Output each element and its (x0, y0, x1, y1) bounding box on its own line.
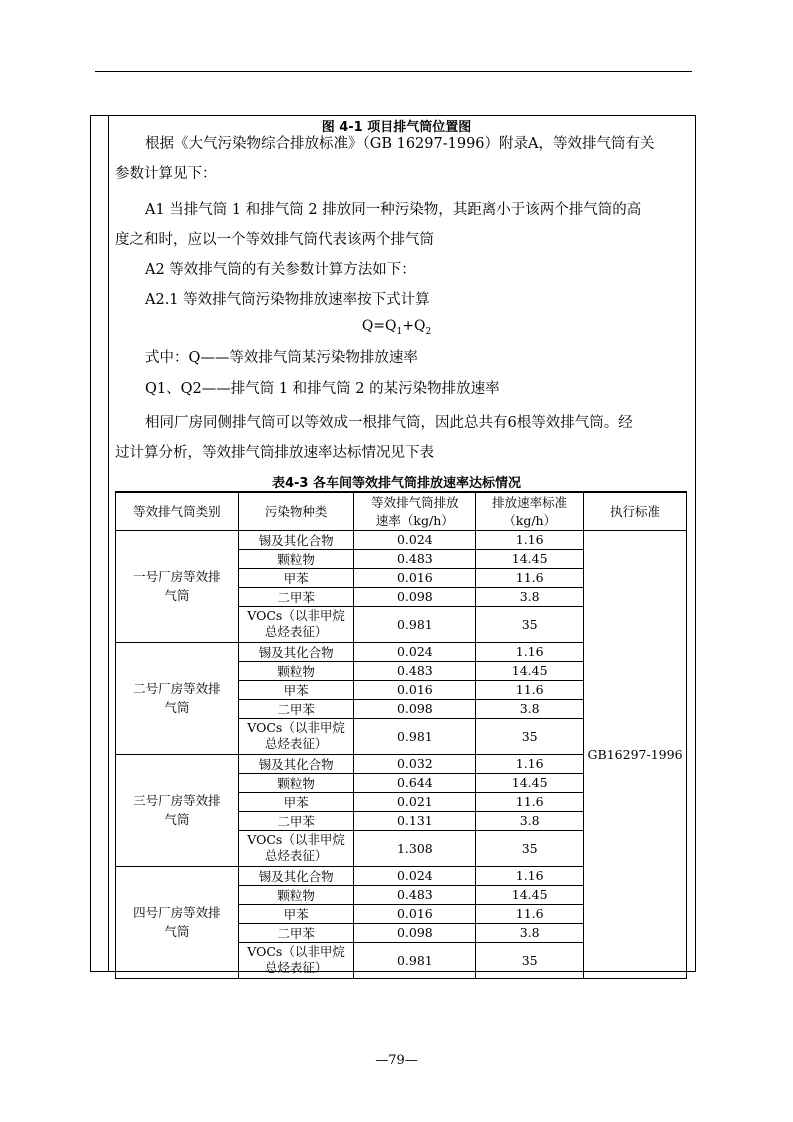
pollutant-line1: VOCs（以非甲烷 (247, 944, 345, 959)
pollutant-cell (238, 718, 354, 754)
limit-cell: 14.45 (476, 549, 584, 568)
rate-cell: 0.981 (354, 718, 476, 754)
header-rate (354, 492, 476, 530)
pollutant-line2: 总烃表征） (264, 736, 328, 751)
pollutant-cell: 甲苯 (238, 904, 354, 923)
pollutant-voc-text (239, 832, 354, 864)
paragraph-a2: A2 等效排气筒的有关参数计算方法如下： (145, 262, 416, 278)
rate-cell: 0.021 (354, 792, 476, 811)
header-rule (95, 71, 692, 72)
limit-cell: 3.8 (476, 811, 584, 830)
pollutant-cell (238, 606, 354, 642)
pollutant-line1: VOCs（以非甲烷 (247, 608, 345, 623)
paragraph-line: 度之和时，应以一个等效排气筒代表该两个排气筒 (115, 232, 434, 248)
formula (0, 318, 793, 337)
formula-plus: +Q (402, 318, 426, 334)
header-standard: 执行标准 (584, 492, 687, 530)
limit-cell: 35 (476, 942, 584, 978)
standard-cell: GB16297-1996 (584, 530, 687, 978)
limit-cell: 14.45 (476, 773, 584, 792)
pollutant-line2: 总烃表征） (264, 624, 328, 639)
paragraph-a1 (115, 195, 695, 255)
pollutant-cell: 甲苯 (238, 680, 354, 699)
pollutant-line2: 总烃表征） (264, 848, 328, 863)
group-name-line2: 气筒 (164, 588, 190, 603)
pollutant-cell: 锡及其化合物 (238, 754, 354, 773)
rate-cell: 0.483 (354, 885, 476, 904)
paragraph-appendix-a (115, 129, 695, 189)
limit-cell: 3.8 (476, 699, 584, 718)
formula-sub-1: 1 (396, 326, 403, 337)
group-name-line1: 三号厂房等效排 (133, 793, 221, 808)
limit-cell: 11.6 (476, 680, 584, 699)
group-name-cell (116, 754, 239, 866)
paragraph-summary (115, 408, 695, 468)
emission-table (115, 491, 687, 979)
limit-cell: 14.45 (476, 661, 584, 680)
page-number: —79— (375, 1053, 418, 1068)
pollutant-cell (238, 942, 354, 978)
pollutant-line1: VOCs（以非甲烷 (247, 832, 345, 847)
pollutant-cell: 锡及其化合物 (238, 642, 354, 661)
pollutant-cell: 甲苯 (238, 792, 354, 811)
pollutant-cell: 锡及其化合物 (238, 530, 354, 549)
rate-cell: 0.483 (354, 661, 476, 680)
header-category: 等效排气筒类别 (116, 492, 239, 530)
pollutant-voc-text (239, 944, 354, 976)
paragraph-line: 过计算分析，等效排气筒排放速率达标情况见下表 (115, 445, 434, 461)
pollutant-cell: 二甲苯 (238, 923, 354, 942)
pollutant-voc-text (239, 608, 354, 640)
paragraph-where-q1q2: Q1、Q2——排气筒 1 和排气筒 2 的某污染物排放速率 (145, 381, 500, 397)
header-limit (476, 492, 584, 530)
group-name-line2: 气筒 (164, 812, 190, 827)
rate-cell: 1.308 (354, 830, 476, 866)
rate-cell: 0.098 (354, 923, 476, 942)
header-limit-line2: （kg/h） (503, 513, 557, 529)
paragraph-line: 参数计算见下： (115, 166, 217, 182)
pollutant-cell: 甲苯 (238, 568, 354, 587)
formula-lhs: Q=Q (361, 318, 397, 334)
pollutant-cell: 二甲苯 (238, 699, 354, 718)
group-name-line2: 气筒 (164, 924, 190, 939)
paragraph-line: 相同厂房同侧排气筒可以等效成一根排气筒，因此总共有6根等效排气筒。经 (145, 415, 633, 431)
paragraph-a2-1: A2.1 等效排气筒污染物排放速率按下式计算 (145, 292, 430, 308)
rate-cell: 0.131 (354, 811, 476, 830)
limit-cell: 3.8 (476, 587, 584, 606)
pollutant-cell: 颗粒物 (238, 549, 354, 568)
formula-sub-2: 2 (425, 326, 432, 337)
rate-cell: 0.024 (354, 866, 476, 885)
limit-cell: 14.45 (476, 885, 584, 904)
group-name-line1: 一号厂房等效排 (133, 569, 221, 584)
limit-cell: 35 (476, 718, 584, 754)
paragraph-line: A1 当排气筒 1 和排气筒 2 排放同一种污染物，其距离小于该两个排气筒的高 (145, 202, 642, 218)
header-rate-line2: 速率（kg/h） (375, 513, 454, 529)
group-name-cell (116, 530, 239, 642)
limit-cell: 1.16 (476, 754, 584, 773)
limit-cell: 11.6 (476, 792, 584, 811)
rate-cell: 0.032 (354, 754, 476, 773)
rate-cell: 0.016 (354, 680, 476, 699)
rate-cell: 0.644 (354, 773, 476, 792)
rate-cell: 0.016 (354, 904, 476, 923)
rate-cell: 0.024 (354, 530, 476, 549)
frame-margin-line (108, 116, 109, 971)
rate-cell: 0.016 (354, 568, 476, 587)
limit-cell: 1.16 (476, 530, 584, 549)
group-name-cell (116, 866, 239, 978)
table-row (116, 530, 687, 549)
pollutant-voc-text (239, 720, 354, 752)
header-rate-line1: 等效排气筒排放 (371, 495, 459, 511)
pollutant-cell: 颗粒物 (238, 885, 354, 904)
rate-cell: 0.483 (354, 549, 476, 568)
pollutant-line1: VOCs（以非甲烷 (247, 720, 345, 735)
limit-cell: 35 (476, 606, 584, 642)
group-name-line2: 气筒 (164, 700, 190, 715)
rate-cell: 0.098 (354, 587, 476, 606)
figure-caption: 图 4-1 项目排气筒位置图 (321, 120, 472, 135)
pollutant-cell (238, 830, 354, 866)
pollutant-cell: 二甲苯 (238, 811, 354, 830)
paragraph-line: 根据《大气污染物综合排放标准》（GB 16297-1996）附录A，等效排气筒有关 (145, 136, 655, 152)
limit-cell: 3.8 (476, 923, 584, 942)
limit-cell: 1.16 (476, 642, 584, 661)
pollutant-cell: 二甲苯 (238, 587, 354, 606)
limit-cell: 11.6 (476, 904, 584, 923)
rate-cell: 0.098 (354, 699, 476, 718)
rate-cell: 0.981 (354, 606, 476, 642)
limit-cell: 35 (476, 830, 584, 866)
pollutant-cell: 颗粒物 (238, 773, 354, 792)
limit-cell: 1.16 (476, 866, 584, 885)
group-name-cell (116, 642, 239, 754)
pollutant-cell: 颗粒物 (238, 661, 354, 680)
rate-cell: 0.024 (354, 642, 476, 661)
rate-cell: 0.981 (354, 942, 476, 978)
group-name-line1: 二号厂房等效排 (133, 681, 221, 696)
group-name-line1: 四号厂房等效排 (133, 905, 221, 920)
paragraph-where-q: 式中：Q——等效排气筒某污染物排放速率 (145, 350, 418, 366)
header-limit-line1: 排放速率标准 (492, 495, 568, 511)
pollutant-line2: 总烃表征） (264, 960, 328, 975)
limit-cell: 11.6 (476, 568, 584, 587)
pollutant-cell: 锡及其化合物 (238, 866, 354, 885)
header-pollutant: 污染物种类 (238, 492, 354, 530)
table-caption: 表4-3 各车间等效排气筒排放速率达标情况 (271, 476, 521, 491)
table-header-row (116, 492, 687, 530)
